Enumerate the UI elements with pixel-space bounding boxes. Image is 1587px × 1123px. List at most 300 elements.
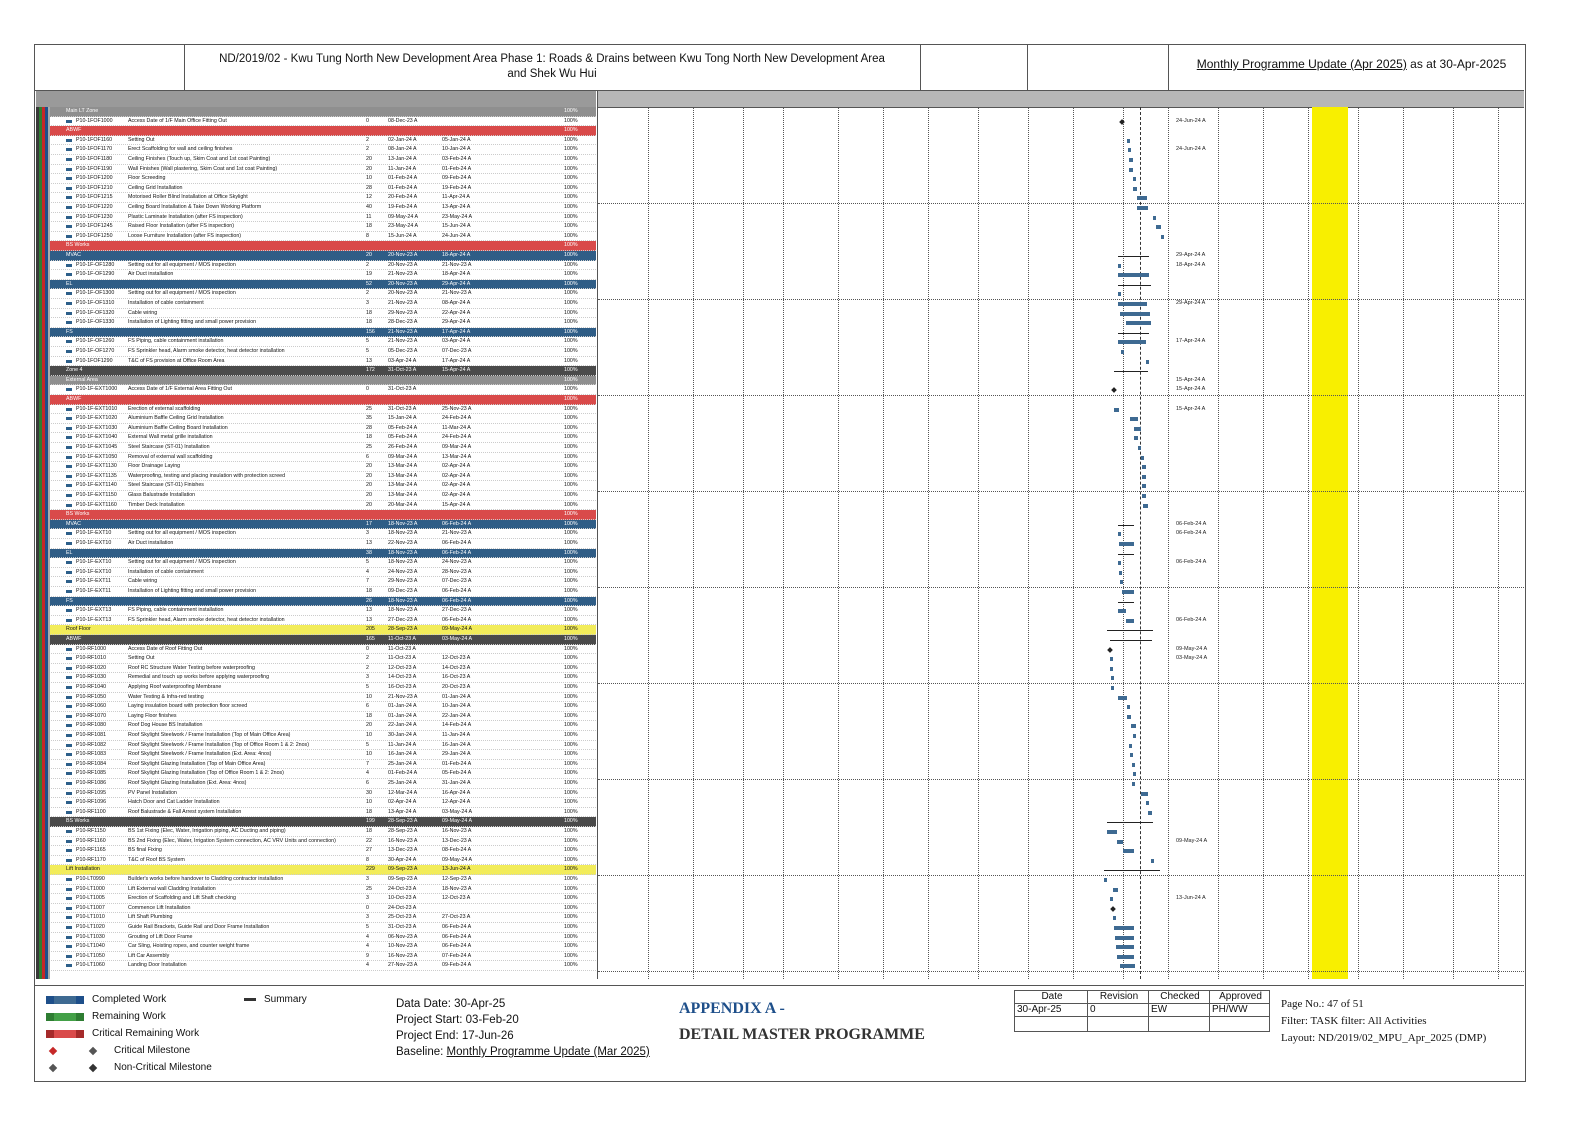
gantt-date-label: 09-May-24 A xyxy=(1176,645,1208,652)
gantt-date-label: 29-Apr-24 A xyxy=(1176,300,1206,306)
activity-bar-icon xyxy=(66,772,72,775)
summary-bar[interactable] xyxy=(1110,640,1152,641)
table-row[interactable] xyxy=(36,155,596,165)
table-row[interactable] xyxy=(36,501,596,511)
table-row[interactable] xyxy=(36,904,596,914)
table-row[interactable] xyxy=(36,424,596,434)
table-row[interactable] xyxy=(36,894,596,904)
row-percent: 100% xyxy=(564,808,578,815)
row-activity-name: Loose Furniture Installation (after FS inspection) xyxy=(128,232,242,239)
row-activity-name: Installation of cable containment xyxy=(128,300,204,306)
activity-bar[interactable] xyxy=(1119,571,1122,575)
row-finish: 09-May-24 A xyxy=(442,856,473,863)
row-finish: 18-Nov-23 A xyxy=(442,885,472,892)
table-row[interactable] xyxy=(36,654,596,664)
table-row[interactable] xyxy=(36,472,596,482)
activity-bar[interactable] xyxy=(1141,456,1144,460)
activity-bar[interactable] xyxy=(1129,158,1133,162)
row-duration: 18 xyxy=(366,434,372,441)
group-row[interactable] xyxy=(36,635,596,645)
table-row[interactable] xyxy=(36,193,596,203)
row-percent: 100% xyxy=(564,511,578,518)
grid-vline xyxy=(838,107,839,979)
activity-bar[interactable] xyxy=(1142,465,1146,469)
table-row[interactable] xyxy=(36,462,596,472)
activity-bar[interactable] xyxy=(1142,484,1146,488)
table-row[interactable] xyxy=(36,309,596,319)
row-start: 13-Mar-24 A xyxy=(388,472,418,479)
group-row[interactable] xyxy=(36,280,596,290)
update-link[interactable]: Monthly Programme Update (Apr 2025) xyxy=(1196,57,1407,71)
table-row[interactable] xyxy=(36,558,596,568)
table-row[interactable] xyxy=(36,856,596,866)
row-duration: 18 xyxy=(366,828,372,834)
activity-bar[interactable] xyxy=(1133,177,1136,181)
group-row[interactable] xyxy=(36,251,596,261)
activity-bar[interactable] xyxy=(1118,561,1121,565)
summary-bar[interactable] xyxy=(1107,630,1153,631)
group-row[interactable] xyxy=(36,107,596,117)
table-row[interactable] xyxy=(36,875,596,885)
grid-hline xyxy=(598,587,1524,588)
table-row[interactable] xyxy=(36,750,596,760)
row-activity-id: P10-LT1007 xyxy=(76,904,105,911)
row-activity-id: P10-1FOF1250 xyxy=(76,232,113,239)
activity-bar[interactable] xyxy=(1115,936,1134,940)
row-duration: 5 xyxy=(366,924,369,930)
table-row[interactable] xyxy=(36,318,596,328)
activity-bar[interactable] xyxy=(1120,312,1150,316)
current-month-highlight xyxy=(1312,107,1348,979)
table-row[interactable] xyxy=(36,721,596,731)
activity-bar[interactable] xyxy=(1118,609,1126,613)
table-row[interactable] xyxy=(36,952,596,962)
row-activity-id: P10-1F-EXT1140 xyxy=(76,482,117,489)
table-row[interactable] xyxy=(36,414,596,424)
activity-bar[interactable] xyxy=(1129,744,1132,748)
table-row[interactable] xyxy=(36,702,596,712)
row-percent: 100% xyxy=(564,847,578,854)
activity-bar[interactable] xyxy=(1153,216,1156,220)
activity-bar[interactable] xyxy=(1118,302,1146,306)
table-row[interactable] xyxy=(36,760,596,770)
gantt-date-label: 06-Feb-24 A xyxy=(1176,530,1207,537)
table-row[interactable] xyxy=(36,357,596,367)
activity-bar[interactable] xyxy=(1110,667,1113,671)
activity-bar[interactable] xyxy=(1126,321,1151,325)
rev-value-date: 30-Apr-25 xyxy=(1014,1003,1088,1017)
row-activity-name: Landing Door Installation xyxy=(128,962,187,969)
summary-bar[interactable] xyxy=(1104,870,1161,871)
row-percent: 100% xyxy=(564,386,578,393)
row-start: 26-Feb-24 A xyxy=(388,444,418,450)
activity-bar-icon xyxy=(66,936,72,939)
row-percent: 100% xyxy=(564,866,578,873)
row-activity-id: P10-RF1096 xyxy=(76,799,107,806)
activity-bar[interactable] xyxy=(1118,264,1121,268)
table-row[interactable] xyxy=(36,117,596,127)
table-row[interactable] xyxy=(36,174,596,184)
row-start: 21-Nov-23 A xyxy=(388,338,418,345)
activity-bar[interactable] xyxy=(1128,148,1131,152)
summary-bar[interactable] xyxy=(1118,602,1134,603)
activity-bar-icon xyxy=(66,705,72,708)
activity-bar[interactable] xyxy=(1117,840,1123,844)
row-activity-id: FS xyxy=(66,597,73,604)
row-finish: 28-Nov-23 A xyxy=(442,568,472,575)
table-row[interactable] xyxy=(36,529,596,539)
table-row[interactable] xyxy=(36,693,596,703)
table-row[interactable] xyxy=(36,491,596,501)
table-row[interactable] xyxy=(36,222,596,232)
row-percent: 100% xyxy=(564,693,578,700)
activity-bar-icon xyxy=(66,830,72,833)
row-percent: 100% xyxy=(564,722,578,729)
group-row[interactable] xyxy=(36,328,596,338)
table-row[interactable] xyxy=(36,577,596,587)
activity-bar[interactable] xyxy=(1132,782,1135,786)
table-row[interactable] xyxy=(36,885,596,895)
appendix-line-2: DETAIL MASTER PROGRAMME xyxy=(679,1026,925,1043)
row-duration: 0 xyxy=(366,386,369,393)
table-row[interactable] xyxy=(36,337,596,347)
table-row[interactable] xyxy=(36,289,596,299)
activity-bar[interactable] xyxy=(1130,417,1138,421)
row-finish: 08-Apr-24 A xyxy=(442,300,471,306)
table-row[interactable] xyxy=(36,299,596,309)
table-row[interactable] xyxy=(36,779,596,789)
row-activity-id: P10-LT1030 xyxy=(76,933,105,940)
summary-bar[interactable] xyxy=(1118,525,1134,526)
row-duration: 2 xyxy=(366,146,369,153)
table-row[interactable] xyxy=(36,606,596,616)
row-duration: 18 xyxy=(366,808,372,815)
table-row[interactable] xyxy=(36,731,596,741)
programme-dates xyxy=(396,996,650,1060)
activity-bar[interactable] xyxy=(1146,360,1149,364)
activity-bar[interactable] xyxy=(1119,542,1134,546)
activity-bar[interactable] xyxy=(1127,715,1131,719)
row-percent: 100% xyxy=(564,261,578,268)
group-row[interactable] xyxy=(36,625,596,635)
grid-vline xyxy=(648,107,649,979)
row-duration: 156 xyxy=(366,328,375,335)
grid-vline xyxy=(743,107,744,979)
row-activity-id: P10-RF1086 xyxy=(76,780,107,786)
data-date-line xyxy=(1140,107,1141,979)
row-finish: 24-Jun-24 A xyxy=(442,232,471,239)
row-start: 16-Nov-23 A xyxy=(388,952,418,959)
rev-value-revision: 0 xyxy=(1087,1003,1149,1017)
group-row[interactable] xyxy=(36,549,596,559)
row-finish: 13-Jun-24 A xyxy=(442,866,471,873)
row-activity-id: P10-1F-OF1270 xyxy=(76,348,115,354)
row-start: 05-Feb-24 A xyxy=(388,424,418,431)
activity-bar[interactable] xyxy=(1146,801,1149,805)
table-row[interactable] xyxy=(36,165,596,175)
summary-bar[interactable] xyxy=(1107,822,1153,823)
activity-bar[interactable] xyxy=(1151,859,1154,863)
row-activity-name: Access Date of 1/F Main Office Fitting Out xyxy=(128,117,227,124)
table-row[interactable] xyxy=(36,837,596,847)
row-activity-name: BS 1st Fixing (Elec, Water, Irrigation piping, AC Ducting and piping) xyxy=(128,828,286,834)
row-percent: 100% xyxy=(564,799,578,806)
table-row[interactable] xyxy=(36,145,596,155)
activity-bar[interactable] xyxy=(1133,734,1136,738)
activity-bar[interactable] xyxy=(1120,964,1135,968)
activity-bar[interactable] xyxy=(1113,916,1116,920)
group-row[interactable] xyxy=(36,865,596,875)
activity-bar-icon xyxy=(66,187,72,190)
row-percent: 100% xyxy=(564,453,578,460)
milestone-marker[interactable] xyxy=(1111,388,1117,394)
row-activity-id: P10-1FOF1000 xyxy=(76,117,113,124)
activity-bar-icon xyxy=(66,676,72,679)
row-duration: 172 xyxy=(366,367,375,374)
activity-bar[interactable] xyxy=(1114,408,1119,412)
group-row[interactable] xyxy=(36,126,596,136)
table-row[interactable] xyxy=(36,136,596,146)
activity-bar[interactable] xyxy=(1111,676,1114,680)
activity-bar[interactable] xyxy=(1129,168,1133,172)
group-row[interactable] xyxy=(36,376,596,386)
activity-bar[interactable] xyxy=(1130,753,1133,757)
table-row[interactable] xyxy=(36,769,596,779)
milestone-marker[interactable] xyxy=(1110,906,1116,912)
rev-header-date: Date xyxy=(1014,990,1088,1004)
activity-bar[interactable] xyxy=(1117,955,1134,959)
table-row[interactable] xyxy=(36,270,596,280)
row-duration: 5 xyxy=(366,338,369,345)
milestone-marker[interactable] xyxy=(1107,647,1113,653)
activity-bar[interactable] xyxy=(1137,206,1148,210)
table-row[interactable] xyxy=(36,961,596,971)
table-row[interactable] xyxy=(36,827,596,837)
table-row[interactable] xyxy=(36,261,596,271)
row-start: 11-Jan-24 A xyxy=(388,741,417,748)
activity-bar[interactable] xyxy=(1127,139,1130,143)
activity-bar[interactable] xyxy=(1133,187,1137,191)
row-activity-name: Waterproofing, testing and placing insulation with protection screed xyxy=(128,472,286,479)
activity-bar[interactable] xyxy=(1118,292,1121,296)
row-start: 23-May-24 A xyxy=(388,223,419,230)
table-row[interactable] xyxy=(36,539,596,549)
table-row[interactable] xyxy=(36,808,596,818)
activity-bar-icon xyxy=(66,811,72,814)
table-row[interactable] xyxy=(36,942,596,952)
row-activity-id: P10-1F-EXT1160 xyxy=(76,501,117,508)
activity-bar-icon xyxy=(66,686,72,689)
legend-label-remaining: Remaining Work xyxy=(92,1011,166,1022)
row-duration: 20 xyxy=(366,482,372,489)
table-row[interactable] xyxy=(36,846,596,856)
row-activity-name: Floor Drainage Laying xyxy=(128,463,181,470)
row-activity-name: Roof Skylight Steelwork / Frame Installation (Ext. Area: 4nos) xyxy=(128,751,272,758)
table-row[interactable] xyxy=(36,664,596,674)
row-start: 16-Jan-24 A xyxy=(388,751,417,758)
rev-header-checked: Checked xyxy=(1148,990,1210,1004)
activity-bar-icon xyxy=(66,648,72,651)
row-activity-id: P10-LT1010 xyxy=(76,914,105,921)
row-duration: 26 xyxy=(366,597,372,604)
activity-bar[interactable] xyxy=(1143,504,1148,508)
activity-bar[interactable] xyxy=(1114,926,1134,930)
filter-info: Filter: TASK filter: All Activities xyxy=(1281,1015,1427,1027)
group-row[interactable] xyxy=(36,241,596,251)
activity-bar[interactable] xyxy=(1107,830,1117,834)
row-start: 18-Nov-23 A xyxy=(388,520,418,527)
group-row[interactable] xyxy=(36,366,596,376)
row-activity-id: P10-RF1085 xyxy=(76,770,107,777)
row-finish: 21-Nov-23 A xyxy=(442,530,472,537)
activity-bar[interactable] xyxy=(1142,475,1146,479)
row-start: 30-Apr-24 A xyxy=(388,856,417,863)
activity-bar[interactable] xyxy=(1104,878,1107,882)
summary-bar[interactable] xyxy=(1118,554,1134,555)
table-row[interactable] xyxy=(36,933,596,943)
table-row[interactable] xyxy=(36,673,596,683)
activity-bar[interactable] xyxy=(1118,273,1148,277)
group-row[interactable] xyxy=(36,395,596,405)
row-start: 31-Oct-23 A xyxy=(388,924,417,930)
row-finish: 31-Jan-24 A xyxy=(442,780,471,786)
table-row[interactable] xyxy=(36,587,596,597)
summary-bar[interactable] xyxy=(1118,333,1148,334)
activity-bar[interactable] xyxy=(1156,225,1161,229)
activity-bar-icon xyxy=(66,321,72,324)
rev-header-revision: Revision xyxy=(1087,990,1149,1004)
activity-bar-icon xyxy=(66,148,72,151)
activity-bar[interactable] xyxy=(1137,196,1148,200)
table-row[interactable] xyxy=(36,184,596,194)
row-activity-id: P10-1FOF1210 xyxy=(76,184,113,191)
activity-bar[interactable] xyxy=(1116,945,1134,949)
row-duration: 229 xyxy=(366,866,375,873)
row-duration: 8 xyxy=(366,856,369,863)
row-finish: 22-Jan-24 A xyxy=(442,712,471,719)
group-row[interactable] xyxy=(36,817,596,827)
row-activity-name: Setting out for all equipment / MOS inspection xyxy=(128,290,236,297)
table-row[interactable] xyxy=(36,385,596,395)
row-finish: 13-Dec-23 A xyxy=(442,837,472,844)
group-row[interactable] xyxy=(36,510,596,520)
row-activity-name: Lift Car Assembly xyxy=(128,952,170,959)
activity-bar[interactable] xyxy=(1111,686,1114,690)
row-activity-name: Erection of Scaffolding and Lift Shaft checking xyxy=(128,895,236,902)
activity-bar[interactable] xyxy=(1118,532,1121,536)
group-row[interactable] xyxy=(36,520,596,530)
row-finish: 07-Dec-23 A xyxy=(442,578,472,585)
row-start: 01-Feb-24 A xyxy=(388,175,418,182)
legend-label-critical-remaining: Critical Remaining Work xyxy=(92,1028,200,1039)
row-percent: 100% xyxy=(564,520,578,527)
summary-bar[interactable] xyxy=(1114,371,1148,372)
row-activity-id: P10-RF1170 xyxy=(76,856,106,863)
table-row[interactable] xyxy=(36,923,596,933)
activity-bar[interactable] xyxy=(1148,811,1152,815)
summary-swatch xyxy=(244,998,256,1001)
table-row[interactable] xyxy=(36,347,596,357)
activity-bar[interactable] xyxy=(1110,657,1113,661)
activity-bar[interactable] xyxy=(1133,772,1136,776)
row-activity-name: External Wall metal grille installation xyxy=(128,434,213,441)
header-cell-blank-1 xyxy=(921,44,1028,90)
table-row[interactable] xyxy=(36,913,596,923)
activity-bar[interactable] xyxy=(1118,696,1126,700)
row-duration: 25 xyxy=(366,444,372,450)
table-row[interactable] xyxy=(36,213,596,223)
table-row[interactable] xyxy=(36,481,596,491)
row-start: 20-Nov-23 A xyxy=(388,261,418,268)
table-row[interactable] xyxy=(36,741,596,751)
activity-bar[interactable] xyxy=(1110,897,1113,901)
activity-bar[interactable] xyxy=(1121,350,1124,354)
activity-bar[interactable] xyxy=(1138,446,1141,450)
row-activity-id: P10-1FOF1200 xyxy=(76,175,113,182)
table-row[interactable] xyxy=(36,568,596,578)
table-row[interactable] xyxy=(36,798,596,808)
summary-bar[interactable] xyxy=(1118,285,1151,286)
activity-bar[interactable] xyxy=(1122,590,1134,594)
activity-bar[interactable] xyxy=(1120,580,1123,584)
activity-bar[interactable] xyxy=(1126,619,1134,623)
table-row[interactable] xyxy=(36,453,596,463)
activity-bar[interactable] xyxy=(1132,763,1135,767)
table-row[interactable] xyxy=(36,616,596,626)
row-percent: 100% xyxy=(564,655,578,662)
table-row[interactable] xyxy=(36,683,596,693)
row-percent: 100% xyxy=(564,837,578,844)
row-activity-name: Ceiling Finishes (Touch up, Skim Coat and 1st coat Painting) xyxy=(128,156,271,162)
row-activity-id: P10-RF1084 xyxy=(76,760,107,767)
activity-bar-icon xyxy=(66,897,72,900)
group-row[interactable] xyxy=(36,597,596,607)
activity-bar[interactable] xyxy=(1123,849,1134,853)
rev-empty-2 xyxy=(1087,1016,1149,1032)
table-row[interactable] xyxy=(36,433,596,443)
row-percent: 100% xyxy=(564,636,578,642)
grid-vline xyxy=(693,107,694,979)
row-duration: 13 xyxy=(366,357,372,364)
table-row[interactable] xyxy=(36,232,596,242)
activity-bar[interactable] xyxy=(1142,494,1146,498)
table-row[interactable] xyxy=(36,712,596,722)
table-row[interactable] xyxy=(36,203,596,213)
activity-bar[interactable] xyxy=(1113,888,1118,892)
row-start: 29-Nov-23 A xyxy=(388,578,418,585)
row-activity-id: P10-1FOF1180 xyxy=(76,156,113,162)
table-row[interactable] xyxy=(36,789,596,799)
row-activity-id: MVAC xyxy=(66,520,81,527)
table-row[interactable] xyxy=(36,645,596,655)
activity-bar[interactable] xyxy=(1127,705,1130,709)
summary-bar[interactable] xyxy=(1118,256,1149,257)
activity-bar[interactable] xyxy=(1118,340,1145,344)
table-row[interactable] xyxy=(36,405,596,415)
activity-bar[interactable] xyxy=(1161,235,1164,239)
row-start: 21-Nov-23 A xyxy=(388,328,418,335)
table-row[interactable] xyxy=(36,443,596,453)
activity-bar[interactable] xyxy=(1134,427,1141,431)
row-percent: 100% xyxy=(564,741,578,748)
activity-bar[interactable] xyxy=(1134,436,1138,440)
row-percent: 100% xyxy=(564,280,578,287)
activity-bar[interactable] xyxy=(1141,792,1148,796)
row-finish: 06-Feb-24 A xyxy=(442,520,472,527)
row-duration: 4 xyxy=(366,933,369,940)
row-start: 19-Feb-24 A xyxy=(388,204,418,210)
activity-bar[interactable] xyxy=(1131,724,1136,728)
